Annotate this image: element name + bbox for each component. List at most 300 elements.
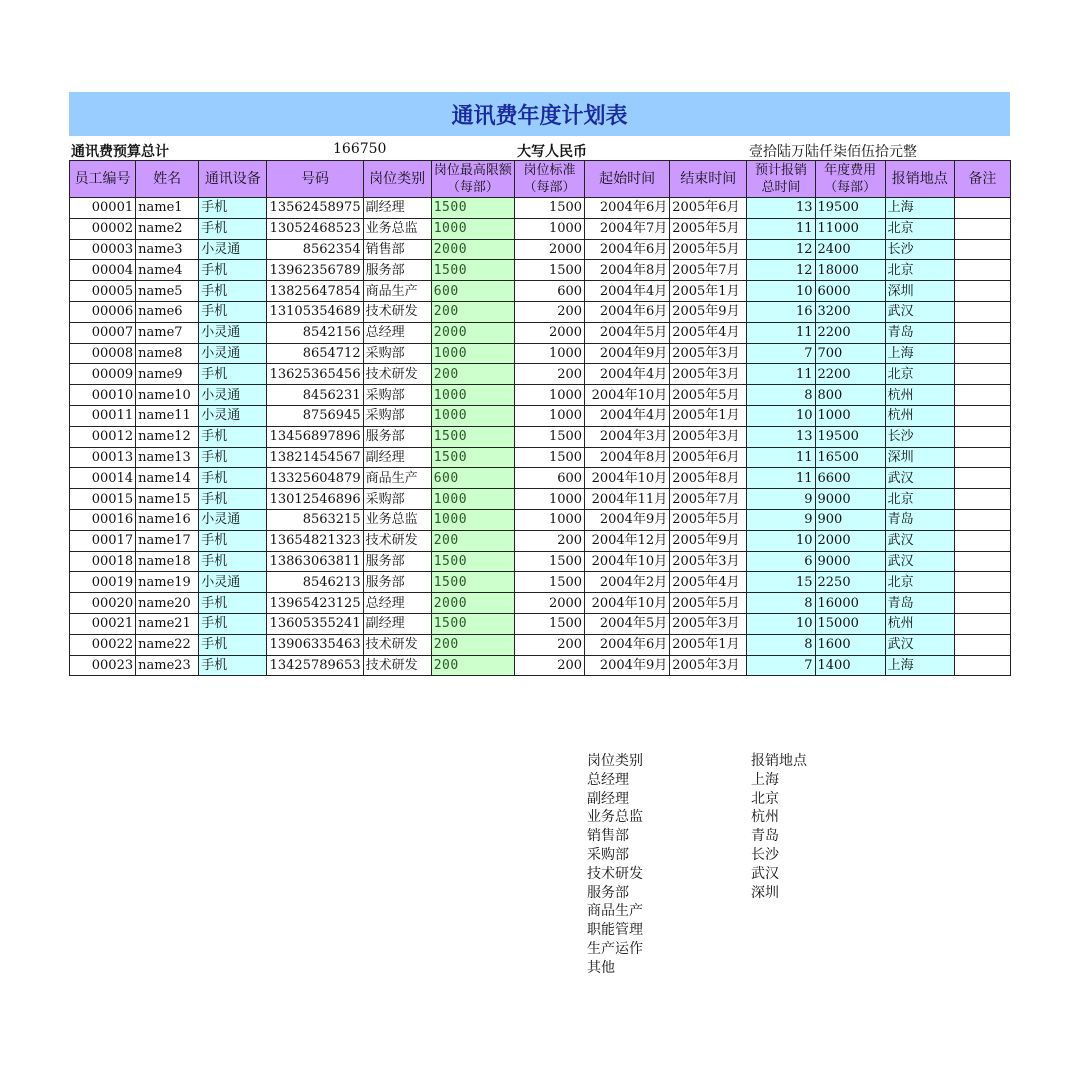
cell-employee-id[interactable]: 00008: [70, 343, 136, 364]
cell-employee-id[interactable]: 00023: [70, 655, 136, 676]
position-list-item[interactable]: 销售部: [587, 828, 629, 845]
cell-annual-cost[interactable]: 15000: [815, 613, 885, 634]
cell-number[interactable]: 8563215: [267, 509, 363, 530]
cell-location[interactable]: 北京: [885, 489, 954, 510]
cell-annual-cost[interactable]: 2200: [815, 322, 885, 343]
cell-standard[interactable]: 600: [514, 468, 584, 489]
cell-location[interactable]: 北京: [885, 218, 954, 239]
cell-name[interactable]: name15: [136, 489, 199, 510]
cell-location[interactable]: 武汉: [885, 530, 954, 551]
cell-number[interactable]: 13052468523: [267, 218, 363, 239]
cell-device[interactable]: 手机: [199, 301, 267, 322]
cell-start-time[interactable]: 2004年8月: [585, 260, 670, 281]
cell-device[interactable]: 手机: [199, 634, 267, 655]
cell-total-months[interactable]: 8: [747, 385, 815, 406]
cell-position[interactable]: 总经理: [363, 593, 431, 614]
cell-device[interactable]: 手机: [199, 530, 267, 551]
cell-position[interactable]: 技术研发: [363, 301, 431, 322]
cell-start-time[interactable]: 2004年4月: [585, 364, 670, 385]
cell-number[interactable]: 8756945: [267, 405, 363, 426]
cell-standard[interactable]: 1500: [514, 198, 584, 219]
header-number[interactable]: 号码: [267, 161, 363, 198]
cell-name[interactable]: name23: [136, 655, 199, 676]
cell-employee-id[interactable]: 00016: [70, 509, 136, 530]
cell-device[interactable]: 小灵通: [199, 239, 267, 260]
cell-position[interactable]: 服务部: [363, 260, 431, 281]
cell-employee-id[interactable]: 00019: [70, 572, 136, 593]
cell-start-time[interactable]: 2004年6月: [585, 634, 670, 655]
cell-employee-id[interactable]: 00007: [70, 322, 136, 343]
cell-annual-cost[interactable]: 2250: [815, 572, 885, 593]
cell-remarks[interactable]: [954, 572, 1010, 593]
cell-number[interactable]: 8546213: [267, 572, 363, 593]
cell-number[interactable]: 13625365456: [267, 364, 363, 385]
position-list-item[interactable]: 职能管理: [587, 922, 643, 939]
cell-end-time[interactable]: 2005年3月: [670, 426, 747, 447]
cell-end-time[interactable]: 2005年6月: [670, 447, 747, 468]
cell-max-limit[interactable]: 1500: [431, 613, 514, 634]
cell-standard[interactable]: 200: [514, 530, 584, 551]
cell-standard[interactable]: 2000: [514, 239, 584, 260]
cell-standard[interactable]: 200: [514, 301, 584, 322]
cell-max-limit[interactable]: 200: [431, 634, 514, 655]
cell-employee-id[interactable]: 00010: [70, 385, 136, 406]
position-list-item[interactable]: 服务部: [587, 884, 629, 901]
cell-total-months[interactable]: 12: [747, 239, 815, 260]
cell-start-time[interactable]: 2004年8月: [585, 447, 670, 468]
cell-name[interactable]: name12: [136, 426, 199, 447]
cell-max-limit[interactable]: 600: [431, 468, 514, 489]
cell-start-time[interactable]: 2004年4月: [585, 405, 670, 426]
cell-employee-id[interactable]: 00009: [70, 364, 136, 385]
cell-end-time[interactable]: 2005年5月: [670, 218, 747, 239]
cell-position[interactable]: 采购部: [363, 385, 431, 406]
cell-name[interactable]: name5: [136, 281, 199, 302]
cell-employee-id[interactable]: 00012: [70, 426, 136, 447]
cell-annual-cost[interactable]: 18000: [815, 260, 885, 281]
cell-standard[interactable]: 1000: [514, 385, 584, 406]
cell-annual-cost[interactable]: 9000: [815, 551, 885, 572]
cell-total-months[interactable]: 11: [747, 218, 815, 239]
cell-remarks[interactable]: [954, 281, 1010, 302]
cell-total-months[interactable]: 10: [747, 530, 815, 551]
cell-number[interactable]: 13456897896: [267, 426, 363, 447]
cell-max-limit[interactable]: 1000: [431, 489, 514, 510]
cell-max-limit[interactable]: 1500: [431, 551, 514, 572]
cell-annual-cost[interactable]: 900: [815, 509, 885, 530]
cell-location[interactable]: 长沙: [885, 239, 954, 260]
cell-position[interactable]: 服务部: [363, 551, 431, 572]
cell-location[interactable]: 北京: [885, 260, 954, 281]
position-list-item[interactable]: 副经理: [587, 790, 629, 807]
cell-position[interactable]: 业务总监: [363, 509, 431, 530]
cell-annual-cost[interactable]: 2400: [815, 239, 885, 260]
cell-number[interactable]: 13962356789: [267, 260, 363, 281]
cell-device[interactable]: 手机: [199, 218, 267, 239]
cell-name[interactable]: name8: [136, 343, 199, 364]
cell-employee-id[interactable]: 00003: [70, 239, 136, 260]
cell-max-limit[interactable]: 2000: [431, 239, 514, 260]
cell-position[interactable]: 副经理: [363, 198, 431, 219]
cell-start-time[interactable]: 2004年7月: [585, 218, 670, 239]
cell-start-time[interactable]: 2004年5月: [585, 613, 670, 634]
cell-position[interactable]: 商品生产: [363, 281, 431, 302]
cell-number[interactable]: 13863063811: [267, 551, 363, 572]
cell-end-time[interactable]: 2005年8月: [670, 468, 747, 489]
cell-name[interactable]: name11: [136, 405, 199, 426]
cell-start-time[interactable]: 2004年3月: [585, 426, 670, 447]
cell-location[interactable]: 青岛: [885, 322, 954, 343]
cell-standard[interactable]: 1000: [514, 218, 584, 239]
header-total-months[interactable]: 预计报销总时间: [747, 161, 815, 198]
cell-end-time[interactable]: 2005年1月: [670, 281, 747, 302]
cell-standard[interactable]: 1500: [514, 551, 584, 572]
cell-device[interactable]: 小灵通: [199, 385, 267, 406]
cell-name[interactable]: name3: [136, 239, 199, 260]
cell-end-time[interactable]: 2005年4月: [670, 572, 747, 593]
cell-device[interactable]: 小灵通: [199, 572, 267, 593]
cell-employee-id[interactable]: 00014: [70, 468, 136, 489]
cell-start-time[interactable]: 2004年10月: [585, 551, 670, 572]
cell-position[interactable]: 服务部: [363, 572, 431, 593]
cell-standard[interactable]: 1000: [514, 405, 584, 426]
cell-annual-cost[interactable]: 700: [815, 343, 885, 364]
cell-standard[interactable]: 1500: [514, 426, 584, 447]
cell-number[interactable]: 13906335463: [267, 634, 363, 655]
location-list-item[interactable]: 北京: [751, 790, 779, 807]
cell-name[interactable]: name17: [136, 530, 199, 551]
cell-number[interactable]: 13965423125: [267, 593, 363, 614]
cell-max-limit[interactable]: 200: [431, 364, 514, 385]
cell-number[interactable]: 8654712: [267, 343, 363, 364]
cell-start-time[interactable]: 2004年6月: [585, 198, 670, 219]
cell-device[interactable]: 手机: [199, 260, 267, 281]
cell-max-limit[interactable]: 1500: [431, 572, 514, 593]
cell-start-time[interactable]: 2004年6月: [585, 239, 670, 260]
cell-annual-cost[interactable]: 11000: [815, 218, 885, 239]
cell-max-limit[interactable]: 200: [431, 301, 514, 322]
cell-name[interactable]: name6: [136, 301, 199, 322]
cell-standard[interactable]: 1000: [514, 509, 584, 530]
cell-employee-id[interactable]: 00005: [70, 281, 136, 302]
cell-employee-id[interactable]: 00013: [70, 447, 136, 468]
cell-start-time[interactable]: 2004年10月: [585, 593, 670, 614]
cell-end-time[interactable]: 2005年1月: [670, 405, 747, 426]
cell-max-limit[interactable]: 200: [431, 530, 514, 551]
cell-total-months[interactable]: 9: [747, 509, 815, 530]
cell-end-time[interactable]: 2005年7月: [670, 489, 747, 510]
cell-standard[interactable]: 2000: [514, 322, 584, 343]
cell-device[interactable]: 手机: [199, 447, 267, 468]
cell-total-months[interactable]: 9: [747, 489, 815, 510]
cell-standard[interactable]: 1500: [514, 613, 584, 634]
cell-start-time[interactable]: 2004年12月: [585, 530, 670, 551]
cell-number[interactable]: 13825647854: [267, 281, 363, 302]
cell-position[interactable]: 总经理: [363, 322, 431, 343]
cell-end-time[interactable]: 2005年5月: [670, 385, 747, 406]
cell-total-months[interactable]: 15: [747, 572, 815, 593]
cell-remarks[interactable]: [954, 364, 1010, 385]
cell-start-time[interactable]: 2004年9月: [585, 655, 670, 676]
cell-device[interactable]: 手机: [199, 281, 267, 302]
budget-total-value[interactable]: 166750: [333, 141, 387, 157]
cell-device[interactable]: 手机: [199, 655, 267, 676]
cell-employee-id[interactable]: 00001: [70, 198, 136, 219]
cell-name[interactable]: name13: [136, 447, 199, 468]
cell-end-time[interactable]: 2005年9月: [670, 301, 747, 322]
cell-position[interactable]: 业务总监: [363, 218, 431, 239]
cell-device[interactable]: 手机: [199, 613, 267, 634]
cell-remarks[interactable]: [954, 260, 1010, 281]
cell-end-time[interactable]: 2005年3月: [670, 343, 747, 364]
cell-annual-cost[interactable]: 19500: [815, 198, 885, 219]
cell-location[interactable]: 长沙: [885, 426, 954, 447]
cell-remarks[interactable]: [954, 634, 1010, 655]
cell-annual-cost[interactable]: 19500: [815, 426, 885, 447]
cell-remarks[interactable]: [954, 426, 1010, 447]
cell-end-time[interactable]: 2005年5月: [670, 509, 747, 530]
cell-name[interactable]: name7: [136, 322, 199, 343]
cell-position[interactable]: 服务部: [363, 426, 431, 447]
cell-position[interactable]: 技术研发: [363, 530, 431, 551]
cell-annual-cost[interactable]: 6000: [815, 281, 885, 302]
cell-end-time[interactable]: 2005年6月: [670, 198, 747, 219]
cell-total-months[interactable]: 10: [747, 281, 815, 302]
cell-standard[interactable]: 200: [514, 634, 584, 655]
cell-standard[interactable]: 1000: [514, 343, 584, 364]
cell-device[interactable]: 手机: [199, 426, 267, 447]
position-list-item[interactable]: 总经理: [587, 771, 629, 788]
cell-end-time[interactable]: 2005年1月: [670, 634, 747, 655]
cell-end-time[interactable]: 2005年3月: [670, 551, 747, 572]
cell-total-months[interactable]: 11: [747, 468, 815, 489]
cell-position[interactable]: 采购部: [363, 489, 431, 510]
cell-total-months[interactable]: 8: [747, 593, 815, 614]
cell-remarks[interactable]: [954, 343, 1010, 364]
cell-location[interactable]: 武汉: [885, 551, 954, 572]
cell-employee-id[interactable]: 00022: [70, 634, 136, 655]
cell-location[interactable]: 上海: [885, 343, 954, 364]
cell-employee-id[interactable]: 00017: [70, 530, 136, 551]
cell-number[interactable]: 8542156: [267, 322, 363, 343]
cell-total-months[interactable]: 7: [747, 343, 815, 364]
cell-start-time[interactable]: 2004年9月: [585, 343, 670, 364]
cell-remarks[interactable]: [954, 301, 1010, 322]
cell-total-months[interactable]: 13: [747, 198, 815, 219]
cell-remarks[interactable]: [954, 447, 1010, 468]
cell-name[interactable]: name20: [136, 593, 199, 614]
cell-total-months[interactable]: 10: [747, 613, 815, 634]
cell-standard[interactable]: 200: [514, 364, 584, 385]
header-employee-id[interactable]: 员工编号: [70, 161, 136, 198]
cell-location[interactable]: 青岛: [885, 509, 954, 530]
cell-standard[interactable]: 1000: [514, 489, 584, 510]
cell-total-months[interactable]: 8: [747, 634, 815, 655]
cell-location[interactable]: 深圳: [885, 281, 954, 302]
header-standard[interactable]: 岗位标准（每部）: [514, 161, 584, 198]
cell-total-months[interactable]: 7: [747, 655, 815, 676]
cell-location[interactable]: 深圳: [885, 447, 954, 468]
cell-position[interactable]: 采购部: [363, 405, 431, 426]
position-list-item[interactable]: 业务总监: [587, 809, 643, 826]
cell-start-time[interactable]: 2004年4月: [585, 281, 670, 302]
cell-start-time[interactable]: 2004年5月: [585, 322, 670, 343]
cell-remarks[interactable]: [954, 198, 1010, 219]
cell-max-limit[interactable]: 200: [431, 655, 514, 676]
cell-name[interactable]: name10: [136, 385, 199, 406]
location-list-item[interactable]: 武汉: [751, 865, 779, 882]
location-list-item[interactable]: 深圳: [751, 884, 779, 901]
cell-employee-id[interactable]: 00002: [70, 218, 136, 239]
cell-end-time[interactable]: 2005年5月: [670, 593, 747, 614]
cell-location[interactable]: 上海: [885, 655, 954, 676]
position-list-heading[interactable]: 岗位类别: [587, 753, 643, 769]
cell-max-limit[interactable]: 1000: [431, 405, 514, 426]
cell-remarks[interactable]: [954, 385, 1010, 406]
cell-position[interactable]: 销售部: [363, 239, 431, 260]
cell-start-time[interactable]: 2004年10月: [585, 468, 670, 489]
cell-max-limit[interactable]: 600: [431, 281, 514, 302]
cell-start-time[interactable]: 2004年2月: [585, 572, 670, 593]
header-annual-cost[interactable]: 年度费用（每部）: [815, 161, 885, 198]
cell-remarks[interactable]: [954, 655, 1010, 676]
position-list-item[interactable]: 生产运作: [587, 940, 643, 957]
cell-remarks[interactable]: [954, 551, 1010, 572]
cell-position[interactable]: 技术研发: [363, 655, 431, 676]
cell-annual-cost[interactable]: 2000: [815, 530, 885, 551]
location-list-item[interactable]: 杭州: [751, 809, 779, 826]
cell-location[interactable]: 武汉: [885, 468, 954, 489]
cell-total-months[interactable]: 6: [747, 551, 815, 572]
cell-end-time[interactable]: 2005年3月: [670, 364, 747, 385]
header-start-time[interactable]: 起始时间: [585, 161, 670, 198]
cell-device[interactable]: 手机: [199, 489, 267, 510]
cell-start-time[interactable]: 2004年9月: [585, 509, 670, 530]
cell-name[interactable]: name4: [136, 260, 199, 281]
cell-total-months[interactable]: 11: [747, 322, 815, 343]
cell-location[interactable]: 杭州: [885, 613, 954, 634]
cell-remarks[interactable]: [954, 468, 1010, 489]
cell-location[interactable]: 杭州: [885, 405, 954, 426]
cell-location[interactable]: 青岛: [885, 593, 954, 614]
cell-max-limit[interactable]: 1500: [431, 260, 514, 281]
cell-remarks[interactable]: [954, 239, 1010, 260]
cell-annual-cost[interactable]: 16000: [815, 593, 885, 614]
cell-device[interactable]: 小灵通: [199, 405, 267, 426]
cell-number[interactable]: 13105354689: [267, 301, 363, 322]
cell-remarks[interactable]: [954, 489, 1010, 510]
cell-total-months[interactable]: 11: [747, 364, 815, 385]
cell-number[interactable]: 13605355241: [267, 613, 363, 634]
cell-max-limit[interactable]: 1500: [431, 447, 514, 468]
cell-max-limit[interactable]: 1500: [431, 198, 514, 219]
location-list-item[interactable]: 长沙: [751, 846, 779, 863]
cell-location[interactable]: 武汉: [885, 301, 954, 322]
cell-number[interactable]: 13425789653: [267, 655, 363, 676]
cell-device[interactable]: 小灵通: [199, 322, 267, 343]
location-list-item[interactable]: 上海: [751, 771, 779, 788]
cell-annual-cost[interactable]: 1000: [815, 405, 885, 426]
cell-position[interactable]: 商品生产: [363, 468, 431, 489]
cell-device[interactable]: 手机: [199, 468, 267, 489]
cell-number[interactable]: 8562354: [267, 239, 363, 260]
cell-annual-cost[interactable]: 16500: [815, 447, 885, 468]
cell-annual-cost[interactable]: 3200: [815, 301, 885, 322]
cell-standard[interactable]: 600: [514, 281, 584, 302]
cell-end-time[interactable]: 2005年5月: [670, 239, 747, 260]
cell-number[interactable]: 13821454567: [267, 447, 363, 468]
cell-annual-cost[interactable]: 6600: [815, 468, 885, 489]
position-list-item[interactable]: 其他: [587, 959, 615, 976]
cell-position[interactable]: 技术研发: [363, 364, 431, 385]
cell-device[interactable]: 小灵通: [199, 509, 267, 530]
location-list-heading[interactable]: 报销地点: [751, 753, 807, 769]
location-list-item[interactable]: 青岛: [751, 828, 779, 845]
cell-employee-id[interactable]: 00020: [70, 593, 136, 614]
cell-number[interactable]: 13562458975: [267, 198, 363, 219]
cell-total-months[interactable]: 10: [747, 405, 815, 426]
cell-device[interactable]: 手机: [199, 551, 267, 572]
cell-position[interactable]: 副经理: [363, 613, 431, 634]
cell-name[interactable]: name21: [136, 613, 199, 634]
cell-name[interactable]: name14: [136, 468, 199, 489]
header-device[interactable]: 通讯设备: [199, 161, 267, 198]
cell-max-limit[interactable]: 1000: [431, 343, 514, 364]
position-list-item[interactable]: 商品生产: [587, 903, 643, 920]
cell-name[interactable]: name19: [136, 572, 199, 593]
cell-standard[interactable]: 2000: [514, 593, 584, 614]
header-name[interactable]: 姓名: [136, 161, 199, 198]
cell-start-time[interactable]: 2004年11月: [585, 489, 670, 510]
cell-max-limit[interactable]: 1500: [431, 426, 514, 447]
cell-number[interactable]: 13654821323: [267, 530, 363, 551]
cell-remarks[interactable]: [954, 613, 1010, 634]
cell-employee-id[interactable]: 00011: [70, 405, 136, 426]
cell-name[interactable]: name18: [136, 551, 199, 572]
cell-remarks[interactable]: [954, 530, 1010, 551]
cell-name[interactable]: name16: [136, 509, 199, 530]
cell-max-limit[interactable]: 1000: [431, 509, 514, 530]
cell-end-time[interactable]: 2005年9月: [670, 530, 747, 551]
cell-standard[interactable]: 1500: [514, 572, 584, 593]
cell-employee-id[interactable]: 00021: [70, 613, 136, 634]
cell-name[interactable]: name9: [136, 364, 199, 385]
cell-location[interactable]: 北京: [885, 364, 954, 385]
cell-device[interactable]: 手机: [199, 364, 267, 385]
cell-end-time[interactable]: 2005年4月: [670, 322, 747, 343]
cell-annual-cost[interactable]: 9000: [815, 489, 885, 510]
cell-annual-cost[interactable]: 800: [815, 385, 885, 406]
cell-standard[interactable]: 1500: [514, 260, 584, 281]
cell-standard[interactable]: 1500: [514, 447, 584, 468]
cell-device[interactable]: 小灵通: [199, 343, 267, 364]
cell-employee-id[interactable]: 00004: [70, 260, 136, 281]
cell-remarks[interactable]: [954, 322, 1010, 343]
cell-location[interactable]: 上海: [885, 198, 954, 219]
cell-number[interactable]: 8456231: [267, 385, 363, 406]
cell-end-time[interactable]: 2005年3月: [670, 655, 747, 676]
cell-remarks[interactable]: [954, 509, 1010, 530]
cell-location[interactable]: 武汉: [885, 634, 954, 655]
cell-employee-id[interactable]: 00006: [70, 301, 136, 322]
cell-name[interactable]: name1: [136, 198, 199, 219]
cell-max-limit[interactable]: 1000: [431, 385, 514, 406]
cell-remarks[interactable]: [954, 593, 1010, 614]
cell-employee-id[interactable]: 00015: [70, 489, 136, 510]
header-position[interactable]: 岗位类别: [363, 161, 431, 198]
cell-employee-id[interactable]: 00018: [70, 551, 136, 572]
cell-number[interactable]: 13325604879: [267, 468, 363, 489]
